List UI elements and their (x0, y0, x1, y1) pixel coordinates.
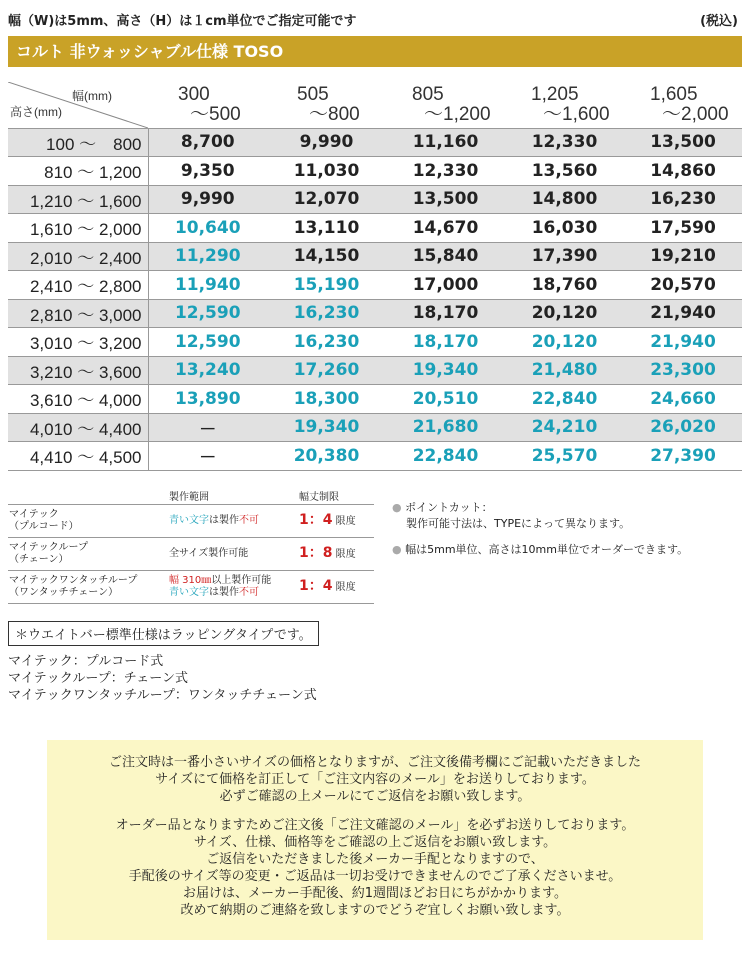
width-range-header: 300 ～500 (178, 83, 241, 125)
width-range-header: 1,205 ～1,600 (531, 83, 610, 125)
spec-subname: （ワンタッチチェーン） (9, 587, 119, 598)
price-cell: 12,590 (174, 303, 241, 324)
spec-head-blank (8, 487, 168, 505)
price-cell: 19,340 (293, 417, 360, 438)
notice-line: サイズ、仕様、価格等をご確認の上ご返信をお願い致します。 (193, 835, 557, 850)
ratio-limit: 1：8 (299, 545, 333, 561)
price-row (8, 385, 742, 414)
price-cell: 10,640 (174, 217, 241, 238)
width-axis-label: 幅(mm) (72, 89, 112, 103)
bullet-icon: ● (392, 543, 402, 556)
price-cell: 12,070 (293, 189, 360, 210)
price-cell: 11,160 (412, 132, 479, 153)
height-range-cell: 3,610 ～ 4,000 (8, 385, 148, 414)
price-cell: 22,840 (412, 445, 479, 466)
type-list (8, 653, 317, 704)
price-cell: 16,230 (650, 189, 716, 210)
ratio-limit: 1：4 (299, 512, 333, 528)
price-row (8, 157, 742, 186)
weight-bar-note: ＊ウエイトバー標準仕様はラッピングタイプです。 (8, 621, 319, 646)
notice-line: ご返信をいただきました後メーカー手配となりますので、 (206, 852, 544, 867)
price-cell: 20,120 (531, 331, 598, 352)
price-cell: 13,500 (412, 189, 479, 210)
price-row (8, 299, 742, 328)
price-cell: 22,840 (531, 388, 598, 409)
spec-subname: （プルコード） (9, 521, 79, 532)
notice-line: サイズにて価格を訂正して「ご注文内容のメール」をお送りしております。 (155, 772, 595, 787)
price-cell: 24,660 (650, 388, 716, 409)
price-cell: 21,940 (650, 331, 716, 352)
width-range-header: 505 ～800 (297, 83, 360, 125)
price-cell: 18,300 (293, 388, 360, 409)
price-cell: 14,670 (412, 217, 479, 238)
spec-subname: （チェーン） (9, 554, 69, 565)
price-cell: 13,240 (174, 360, 241, 381)
price-row (8, 413, 742, 442)
price-cell: 26,020 (650, 417, 716, 438)
price-cell: 12,330 (412, 160, 479, 181)
height-range-cell: 3,210 ～ 3,600 (8, 356, 148, 385)
price-cell: 18,170 (412, 303, 479, 324)
product-title-banner: コルト 非ウォッシャブル仕様 TOSO (8, 36, 742, 67)
spec-row: マイテックワンタッチループ （ワンタッチチェーン） 幅 310㎜以上製作可能 青い文字は製作不可 1：4 限度 (8, 571, 374, 604)
price-cell: 14,150 (293, 246, 360, 267)
price-cell: 15,190 (293, 274, 360, 295)
height-range-cell: 1,610 ～ 2,000 (8, 214, 148, 243)
price-row (8, 442, 742, 471)
price-cell: 24,210 (531, 417, 598, 438)
height-range-cell: 100 ～ 800 (8, 128, 148, 157)
price-cell: 12,590 (174, 331, 241, 352)
price-row (8, 214, 742, 243)
price-cell: 19,210 (650, 246, 716, 267)
price-cell: 17,260 (293, 360, 360, 381)
price-cell: 20,510 (412, 388, 479, 409)
price-cell: 11,940 (174, 274, 241, 295)
tax-included-label: (税込) (700, 14, 738, 29)
price-cell: 27,390 (650, 445, 716, 466)
spec-head-range: 製作範囲 (169, 492, 209, 503)
price-cell: 13,890 (174, 388, 241, 409)
price-table-header (8, 82, 742, 128)
size-unit-note: 幅（W)は5mm、高さ（H）は１cm単位でご指定可能です (8, 14, 357, 29)
price-cell: 21,480 (531, 360, 598, 381)
price-cell: 13,560 (531, 160, 598, 181)
price-cell: 19,340 (412, 360, 479, 381)
price-cell: 11,030 (293, 160, 360, 181)
price-cell: 23,300 (650, 360, 716, 381)
price-cell: 21,680 (412, 417, 479, 438)
price-cell: 17,000 (412, 274, 479, 295)
price-cell: 9,990 (299, 132, 354, 153)
height-range-cell: 2,010 ～ 2,400 (8, 242, 148, 271)
ratio-limit: 1：4 (299, 578, 333, 594)
point-cut-text: 製作可能寸法は、TYPEによって異なります。 (406, 517, 631, 530)
spec-table (8, 487, 374, 604)
notice-line: 手配後のサイズ等の変更・ご返品は一切お受けできませんのでご了承くださいませ。 (128, 869, 622, 884)
width-range-header: 805 ～1,200 (412, 83, 491, 125)
price-cell: 8,700 (180, 132, 235, 153)
spec-name: マイテック (9, 509, 59, 520)
price-cell: 14,800 (531, 189, 598, 210)
price-cell: 14,860 (650, 160, 716, 181)
price-cell: 20,380 (293, 445, 360, 466)
type-item: マイテック：プルコード式 (8, 654, 164, 669)
price-row (8, 242, 742, 271)
height-range-cell: 4,010 ～ 4,400 (8, 413, 148, 442)
price-cell: 21,940 (650, 303, 716, 324)
price-cell: 11,290 (174, 246, 241, 267)
height-range-cell: 810 ～ 1,200 (8, 157, 148, 186)
height-range-cell: 2,410 ～ 2,800 (8, 271, 148, 300)
bullet-icon: ● (392, 501, 402, 514)
price-cell: 13,500 (650, 132, 716, 153)
price-cell: － (199, 419, 217, 440)
height-range-cell: 1,210 ～ 1,600 (8, 185, 148, 214)
notes-block (392, 500, 742, 558)
price-cell: 16,230 (293, 331, 360, 352)
price-row (8, 185, 742, 214)
height-range-cell: 3,010 ～ 3,200 (8, 328, 148, 357)
price-cell: 20,120 (531, 303, 598, 324)
price-cell: 16,230 (293, 303, 360, 324)
spec-row: マイテックループ （チェーン） 全サイズ製作可能 1：8 限度 (8, 538, 374, 571)
price-cell: 16,030 (531, 217, 598, 238)
price-row (8, 128, 742, 157)
price-table-body (8, 128, 742, 470)
price-table (8, 82, 742, 471)
type-item: マイテックループ：チェーン式 (8, 671, 189, 686)
notice-line: 必ずご確認の上メールにてご返信をお願い致します。 (219, 789, 531, 804)
price-cell: 9,990 (180, 189, 235, 210)
type-item: マイテックワンタッチループ：ワンタッチチェーン式 (8, 688, 317, 703)
notice-line: ご注文時は一番小さいサイズの価格となりますが、ご注文後備考欄にご記載いただきました (109, 755, 641, 770)
height-axis-label: 高さ(mm) (10, 104, 62, 119)
header-note-line (8, 10, 742, 32)
unit-text: 幅は5mm単位、高さは10mm単位でオーダーできます。 (405, 543, 689, 556)
price-row (8, 271, 742, 300)
price-cell: 18,760 (531, 274, 598, 295)
price-cell: 13,110 (293, 217, 360, 238)
notice-line: 改めて納期のご連絡を致しますのでどうぞ宜しくお願い致します。 (180, 903, 570, 918)
price-cell: 9,350 (180, 160, 235, 181)
price-cell: 18,170 (412, 331, 479, 352)
price-cell: － (199, 448, 217, 469)
height-range-cell: 2,810 ～ 3,000 (8, 299, 148, 328)
price-cell: 17,390 (531, 246, 598, 267)
spec-head-limit: 幅丈制限 (299, 492, 339, 503)
notice-line: お届けは、メーカー手配後、約1週間ほどお日にちがかかります。 (183, 886, 567, 901)
notice-line: オーダー品となりますためご注文後「ご注文確認のメール」を必ずお送りしております。 (115, 818, 635, 833)
price-cell: 17,590 (650, 217, 716, 238)
spec-row: マイテック （プルコード） 青い文字は製作不可 1：4 限度 (8, 505, 374, 538)
width-range-header: 1,605 ～2,000 (650, 83, 729, 125)
order-notice-box (47, 740, 703, 940)
price-cell: 25,570 (531, 445, 598, 466)
spec-name: マイテックワンタッチループ (9, 575, 138, 586)
price-row (8, 328, 742, 357)
spec-name: マイテックループ (9, 542, 88, 553)
blue-text-note: 青い文字 (169, 515, 209, 526)
height-range-cell: 4,410 ～ 4,500 (8, 442, 148, 471)
price-cell: 12,330 (531, 132, 598, 153)
price-cell: 15,840 (412, 246, 479, 267)
price-cell: 20,570 (650, 274, 716, 295)
corner-cell (8, 82, 148, 128)
price-row (8, 356, 742, 385)
point-cut-title: ポイントカット： (405, 501, 493, 514)
